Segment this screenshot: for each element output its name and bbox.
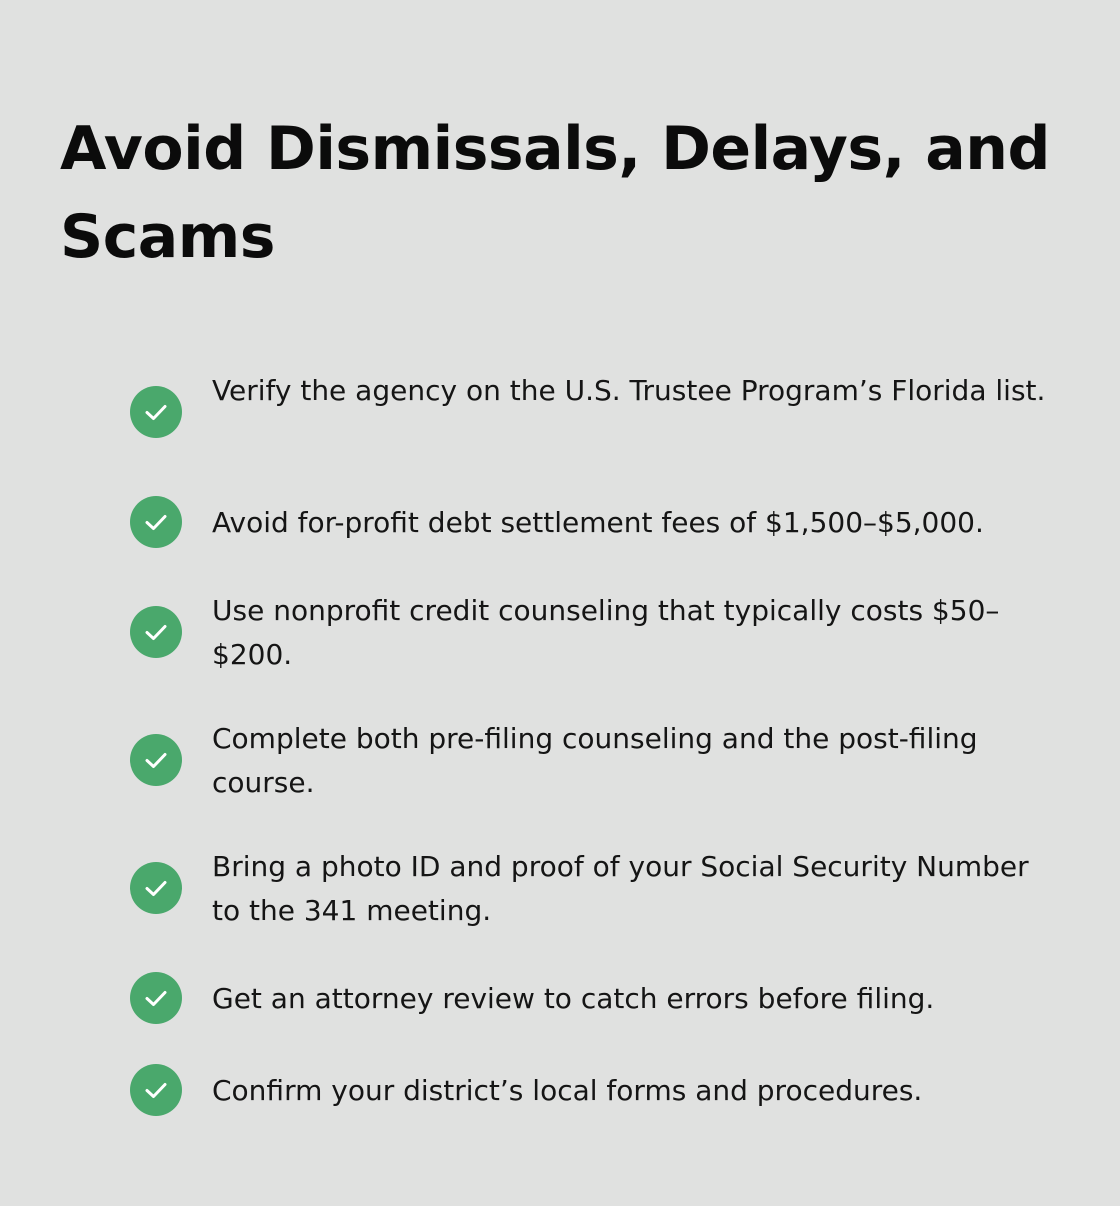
list-item-label: Verify the agency on the U.S. Trustee Program’s Florida list. [212,374,1046,407]
list-item-label: Use nonprofit credit counseling that typically costs $50–$200. [212,594,1000,671]
check-circle-icon [130,496,182,548]
check-circle-icon [130,734,182,786]
list-item-label: Confirm your district’s local forms and procedures. [212,1074,923,1107]
list-item-label: Get an attorney review to catch errors before filing. [212,982,935,1015]
check-circle-icon [130,386,182,438]
check-circle-icon [130,972,182,1024]
page-title: Avoid Dismissals, Delays, and Scams [60,114,1050,272]
list-item-label: Bring a photo ID and proof of your Social Security Number to the 341 meeting. [212,850,1029,927]
list-item-label: Avoid for-profit debt settlement fees of $1,500–$5,000. [212,506,984,539]
check-circle-icon [130,862,182,914]
check-circle-icon [130,606,182,658]
list-item-label: Complete both pre-filing counseling and the post-filing course. [212,722,978,799]
check-circle-icon [130,1064,182,1116]
